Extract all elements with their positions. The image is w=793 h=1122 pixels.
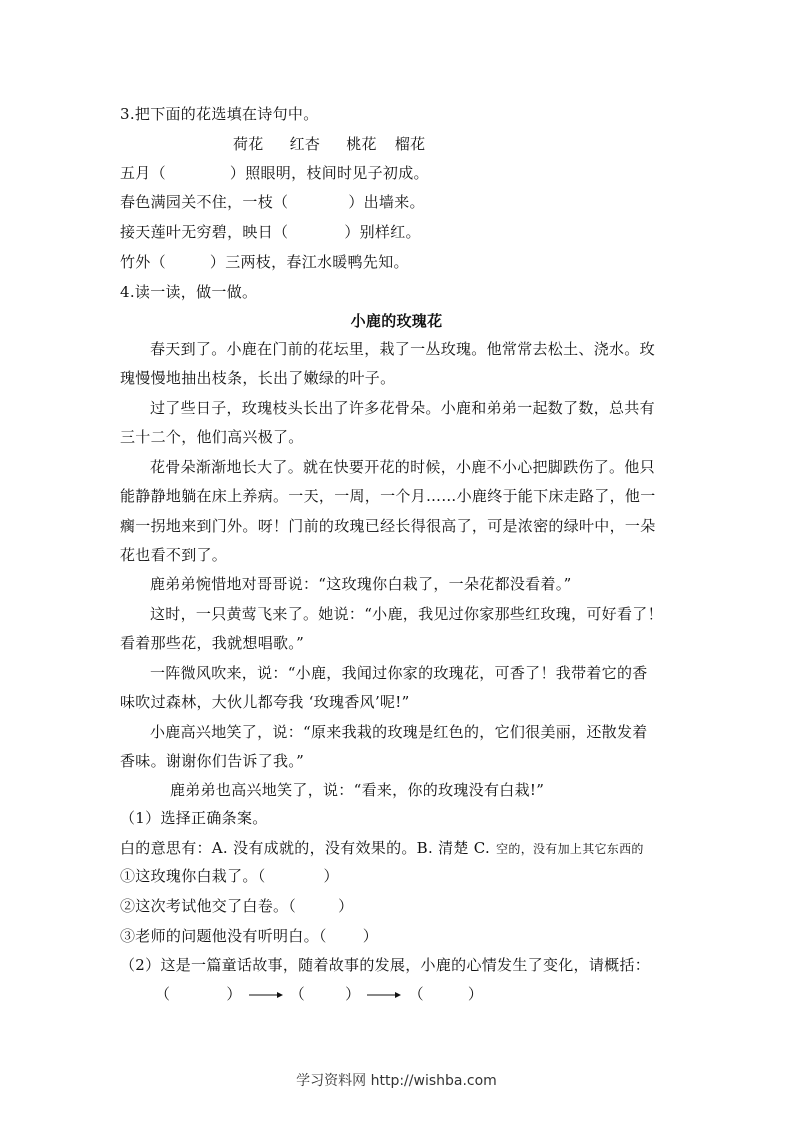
mood-sequence: （ ） （ ） （ ） (155, 985, 484, 1003)
story-line: 鹿弟弟也高兴地笑了，说：“看来，你的玫瑰没有白栽!” (170, 781, 545, 799)
question-1-item: ①这玫瑰你白栽了。（ ） (120, 867, 339, 885)
question-1-item: ③老师的问题他没有听明白。（ ） (120, 927, 379, 945)
arrow-icon (249, 990, 283, 1000)
story-title: 小鹿的玫瑰花 (350, 312, 443, 330)
option-pomegranate: 榴花 (394, 135, 426, 153)
meaning-options: 白的意思有：A. 没有成就的，没有效果的。B. 清楚 C. 空的，没有加上其它东西的 (120, 839, 644, 857)
flower-options (233, 134, 425, 154)
story-line: 这时，一只黄莺飞来了。她说：“小鹿，我见过你家那些红玫瑰，可好看了！ (150, 605, 663, 623)
story-line: 三十二个，他们高兴极了。 (120, 428, 304, 446)
story-line: 能静静地躺在床上养病。一天，一周，一个月……小鹿终于能下床走路了，他一 (120, 487, 656, 505)
question-1-item: ②这次考试他交了白卷。（ ） (120, 897, 354, 915)
story-line: 鹿弟弟惋惜地对哥哥说：“这玫瑰你白栽了，一朵花都没看着。” (150, 575, 572, 593)
story-line: 春天到了。小鹿在门前的花坛里，栽了一丛玫瑰。他常常去松土、浇水。玫 (150, 340, 655, 358)
option-lotus: 荷花 (233, 135, 264, 153)
poem-line-4: 竹外（ ）三两枝，春江水暖鸭先知。 (120, 253, 409, 271)
story-line: 一阵微风吹来，说：“小鹿，我闻过你家的玫瑰花，可香了！我带着它的香 (150, 664, 648, 682)
poem-line-2: 春色满园关不住，一枝（ ）出墙来。 (120, 193, 425, 211)
story-line: 瑰慢慢地抽出枝条，长出了嫩绿的叶子。 (120, 369, 396, 387)
story-line: 瘸一拐地来到门外。呀！门前的玫瑰已经长得很高了，可是浓密的绿叶中，一朵 (120, 517, 656, 535)
story-line: 花骨朵渐渐地长大了。就在快要开花的时候，小鹿不小心把脚跌伤了。他只 (150, 458, 655, 476)
story-line: 小鹿高兴地笑了，说：“原来我栽的玫瑰是红色的，它们很美丽，还散发着 (150, 723, 648, 741)
section-3-heading: 3.把下面的花选填在诗句中。 (120, 105, 319, 123)
story-line: 花也看不到了。 (120, 546, 228, 564)
poem-line-3: 接天莲叶无穷碧，映日（ ）别样红。 (120, 223, 421, 241)
poem-line-1: 五月（ ）照眼明，枝间时见子初成。 (120, 164, 429, 182)
story-line: 香味。谢谢你们告诉了我。” (120, 752, 305, 770)
arrow-icon (367, 990, 401, 1000)
section-4-heading: 4.读一读，做一做。 (120, 283, 258, 301)
option-red-apricot: 红杏 (289, 135, 321, 153)
footer-watermark: 学习资料网 http://wishba.com (296, 1073, 497, 1089)
story-line: 看着那些花，我就想唱歌。” (120, 634, 305, 652)
question-2-label: （2）这是一篇童话故事，随着故事的发展，小鹿的心情发生了变化，请概括： (120, 956, 651, 974)
option-peach: 桃花 (346, 135, 377, 153)
story-line: 过了些日子，玫瑰枝头长出了许多花骨朵。小鹿和弟弟一起数了数，总共有 (150, 399, 655, 417)
story-line: 味吹过森林，大伙儿都夸我 ‘玫瑰香风’呢!” (120, 693, 410, 711)
question-1-label: （1）选择正确条案。 (120, 809, 268, 827)
